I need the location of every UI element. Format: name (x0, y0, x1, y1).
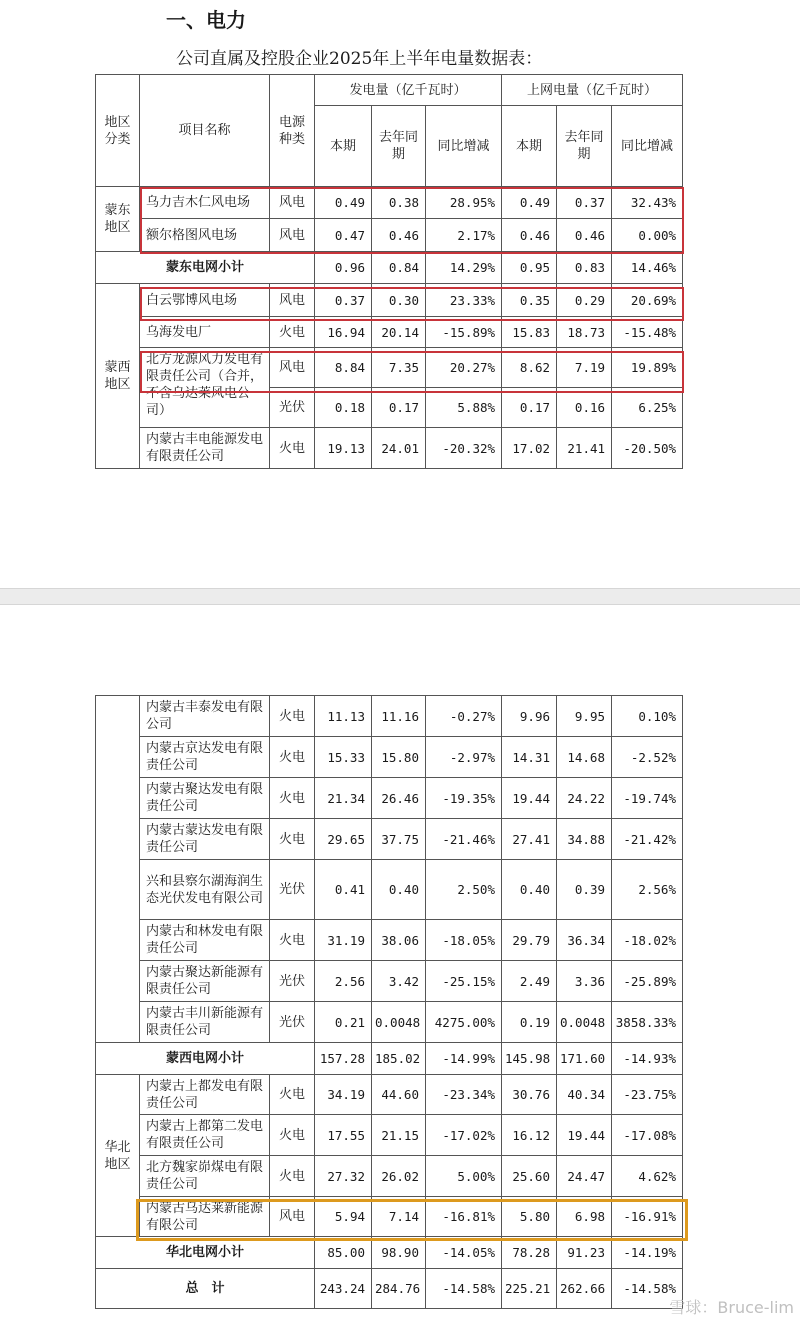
table-row (96, 348, 683, 388)
gen-current: 2.56 (315, 961, 372, 1002)
gen-last-year: 0.46 (372, 219, 426, 252)
project-name: 乌力吉木仁风电场 (140, 187, 270, 219)
grid-current: 0.19 (502, 1002, 557, 1043)
grid-last-year: 24.47 (557, 1156, 612, 1197)
gen-last-year: 0.30 (372, 284, 426, 317)
gen-yoy: -18.05% (426, 920, 502, 961)
power-data-table-part-1 (95, 74, 683, 469)
grid-last-year: 6.98 (557, 1197, 612, 1237)
gen-current: 34.19 (315, 1075, 372, 1115)
gen-last-year: 24.01 (372, 428, 426, 469)
table-row (96, 1115, 683, 1156)
power-type: 光伏 (270, 961, 315, 1002)
grid-last-year: 0.39 (557, 860, 612, 920)
grid-current: 17.02 (502, 428, 557, 469)
document-page-2 (0, 604, 800, 1324)
header-project-name: 项目名称 (140, 75, 270, 187)
gen-last-year: 185.02 (372, 1043, 426, 1075)
project-name: 乌海发电厂 (140, 317, 270, 348)
gen-current: 0.49 (315, 187, 372, 219)
grid-last-year: 0.29 (557, 284, 612, 317)
table-row (96, 778, 683, 819)
document-page-1 (0, 0, 800, 589)
gen-yoy: -14.58% (426, 1269, 502, 1309)
gen-current: 31.19 (315, 920, 372, 961)
header-power-type: 电源种类 (270, 75, 315, 187)
gen-last-year: 0.40 (372, 860, 426, 920)
gen-yoy: 4275.00% (426, 1002, 502, 1043)
grid-current: 27.41 (502, 819, 557, 860)
table-row (96, 860, 683, 920)
gen-current: 85.00 (315, 1237, 372, 1269)
grid-last-year: 91.23 (557, 1237, 612, 1269)
subtotal-row (96, 1237, 683, 1269)
table-row (96, 920, 683, 961)
gen-yoy: -19.35% (426, 778, 502, 819)
grid-yoy: -14.19% (612, 1237, 683, 1269)
grid-yoy: 32.43% (612, 187, 683, 219)
grid-yoy: -17.08% (612, 1115, 683, 1156)
grid-current: 78.28 (502, 1237, 557, 1269)
power-type: 火电 (270, 1075, 315, 1115)
power-type: 火电 (270, 696, 315, 737)
project-name: 内蒙古聚达新能源有限责任公司 (140, 961, 270, 1002)
gen-last-year: 44.60 (372, 1075, 426, 1115)
power-type: 风电 (270, 219, 315, 252)
grid-current: 0.95 (502, 252, 557, 284)
table-row (96, 696, 683, 737)
table-caption: 公司直属及控股企业2025年上半年电量数据表： (176, 49, 543, 69)
table-row (96, 1156, 683, 1197)
project-name: 北方魏家峁煤电有限责任公司 (140, 1156, 270, 1197)
gen-yoy: -25.15% (426, 961, 502, 1002)
gen-yoy: -14.05% (426, 1237, 502, 1269)
gen-yoy: -0.27% (426, 696, 502, 737)
grid-yoy: -18.02% (612, 920, 683, 961)
gen-yoy: -17.02% (426, 1115, 502, 1156)
table-row (96, 284, 683, 317)
gen-yoy: 20.27% (426, 348, 502, 388)
grid-yoy: 20.69% (612, 284, 683, 317)
grid-last-year: 40.34 (557, 1075, 612, 1115)
header-gen-yoy: 同比增减 (426, 106, 502, 187)
grid-yoy: -16.91% (612, 1197, 683, 1237)
grid-current: 0.40 (502, 860, 557, 920)
grid-current: 29.79 (502, 920, 557, 961)
grid-current: 19.44 (502, 778, 557, 819)
project-name: 内蒙古和林发电有限责任公司 (140, 920, 270, 961)
grid-current: 0.49 (502, 187, 557, 219)
power-type: 风电 (270, 284, 315, 317)
grid-yoy: 0.00% (612, 219, 683, 252)
subtotal-label: 蒙东电网小计 (96, 252, 315, 284)
grid-yoy: 4.62% (612, 1156, 683, 1197)
grid-yoy: -19.74% (612, 778, 683, 819)
power-type: 风电 (270, 187, 315, 219)
grid-last-year: 0.46 (557, 219, 612, 252)
project-name: 白云鄂博风电场 (140, 284, 270, 317)
gen-yoy: -2.97% (426, 737, 502, 778)
grid-last-year: 0.83 (557, 252, 612, 284)
gen-last-year: 11.16 (372, 696, 426, 737)
grid-last-year: 18.73 (557, 317, 612, 348)
grid-current: 0.17 (502, 388, 557, 428)
region-cell: 蒙西地区 (96, 284, 140, 469)
grid-yoy: 2.56% (612, 860, 683, 920)
grid-last-year: 0.37 (557, 187, 612, 219)
power-type: 火电 (270, 920, 315, 961)
gen-current: 16.94 (315, 317, 372, 348)
gen-current: 0.96 (315, 252, 372, 284)
grid-yoy: -15.48% (612, 317, 683, 348)
header-gen-last-year: 去年同期 (372, 106, 426, 187)
gen-yoy: 5.00% (426, 1156, 502, 1197)
power-type: 火电 (270, 1115, 315, 1156)
power-data-table-part-2 (95, 695, 683, 1309)
grid-last-year: 34.88 (557, 819, 612, 860)
power-type: 风电 (270, 1197, 315, 1237)
grid-current: 5.80 (502, 1197, 557, 1237)
gen-current: 19.13 (315, 428, 372, 469)
subtotal-label: 蒙西电网小计 (96, 1043, 315, 1075)
region-cell: 蒙东地区 (96, 187, 140, 252)
header-region: 地区分类 (96, 75, 140, 187)
gen-yoy: 28.95% (426, 187, 502, 219)
grid-last-year: 3.36 (557, 961, 612, 1002)
gen-last-year: 0.17 (372, 388, 426, 428)
project-name: 内蒙古丰泰发电有限公司 (140, 696, 270, 737)
gen-last-year: 284.76 (372, 1269, 426, 1309)
subtotal-row (96, 252, 683, 284)
grid-yoy: -20.50% (612, 428, 683, 469)
gen-last-year: 26.02 (372, 1156, 426, 1197)
gen-current: 17.55 (315, 1115, 372, 1156)
grid-current: 25.60 (502, 1156, 557, 1197)
grid-yoy: -2.52% (612, 737, 683, 778)
grid-current: 9.96 (502, 696, 557, 737)
project-name: 兴和县察尔湖海润生态光伏发电有限公司 (140, 860, 270, 920)
gen-yoy: -21.46% (426, 819, 502, 860)
total-label: 总 计 (96, 1269, 315, 1309)
region-cell: 华北地区 (96, 1075, 140, 1237)
gen-yoy: 23.33% (426, 284, 502, 317)
gen-last-year: 98.90 (372, 1237, 426, 1269)
gen-current: 11.13 (315, 696, 372, 737)
power-type: 光伏 (270, 860, 315, 920)
grid-current: 145.98 (502, 1043, 557, 1075)
power-type: 火电 (270, 428, 315, 469)
power-type: 光伏 (270, 388, 315, 428)
project-name: 内蒙古京达发电有限责任公司 (140, 737, 270, 778)
table-row (96, 961, 683, 1002)
header-grid-supply: 上网电量（亿千瓦时） (502, 75, 683, 106)
region-cell-continued (96, 696, 140, 1043)
gen-last-year: 26.46 (372, 778, 426, 819)
gen-current: 21.34 (315, 778, 372, 819)
grid-last-year: 7.19 (557, 348, 612, 388)
power-type: 火电 (270, 819, 315, 860)
grid-last-year: 9.95 (557, 696, 612, 737)
grid-current: 16.12 (502, 1115, 557, 1156)
grid-current: 2.49 (502, 961, 557, 1002)
gen-current: 0.21 (315, 1002, 372, 1043)
gen-yoy: -14.99% (426, 1043, 502, 1075)
grid-last-year: 24.22 (557, 778, 612, 819)
project-name: 北方龙源风力发电有限责任公司（合并，不含乌达莱风电公司） (140, 348, 270, 428)
table-row (96, 819, 683, 860)
project-name: 内蒙古乌达莱新能源有限公司 (140, 1197, 270, 1237)
project-name: 内蒙古上都第二发电有限责任公司 (140, 1115, 270, 1156)
grid-current: 15.83 (502, 317, 557, 348)
grid-current: 0.35 (502, 284, 557, 317)
grid-yoy: -25.89% (612, 961, 683, 1002)
gen-yoy: 2.17% (426, 219, 502, 252)
subtotal-label: 华北电网小计 (96, 1237, 315, 1269)
table-row (96, 1197, 683, 1237)
project-name: 内蒙古丰电能源发电有限责任公司 (140, 428, 270, 469)
grid-last-year: 14.68 (557, 737, 612, 778)
table-row (96, 219, 683, 252)
grid-last-year: 19.44 (557, 1115, 612, 1156)
gen-last-year: 0.0048 (372, 1002, 426, 1043)
grid-last-year: 0.16 (557, 388, 612, 428)
gen-current: 243.24 (315, 1269, 372, 1309)
gen-yoy: 5.88% (426, 388, 502, 428)
gen-last-year: 0.84 (372, 252, 426, 284)
grid-last-year: 171.60 (557, 1043, 612, 1075)
gen-current: 0.47 (315, 219, 372, 252)
gen-last-year: 15.80 (372, 737, 426, 778)
project-name: 内蒙古丰川新能源有限责任公司 (140, 1002, 270, 1043)
gen-current: 8.84 (315, 348, 372, 388)
gen-current: 0.41 (315, 860, 372, 920)
grid-current: 14.31 (502, 737, 557, 778)
table-row (96, 737, 683, 778)
grid-yoy: 0.10% (612, 696, 683, 737)
gen-current: 15.33 (315, 737, 372, 778)
gen-current: 0.18 (315, 388, 372, 428)
header-gen-current: 本期 (315, 106, 372, 187)
gen-yoy: -23.34% (426, 1075, 502, 1115)
gen-yoy: -16.81% (426, 1197, 502, 1237)
gen-yoy: 14.29% (426, 252, 502, 284)
gen-last-year: 7.35 (372, 348, 426, 388)
grid-yoy: 19.89% (612, 348, 683, 388)
gen-last-year: 21.15 (372, 1115, 426, 1156)
project-name: 内蒙古蒙达发电有限责任公司 (140, 819, 270, 860)
power-type: 火电 (270, 1156, 315, 1197)
table-row (96, 1075, 683, 1115)
grid-current: 225.21 (502, 1269, 557, 1309)
gen-last-year: 20.14 (372, 317, 426, 348)
section-heading: 一、电力 (166, 8, 246, 32)
grid-yoy: -14.93% (612, 1043, 683, 1075)
grid-yoy: -23.75% (612, 1075, 683, 1115)
power-type: 光伏 (270, 1002, 315, 1043)
total-row (96, 1269, 683, 1309)
grid-yoy: -14.58% (612, 1269, 683, 1309)
grid-last-year: 21.41 (557, 428, 612, 469)
gen-yoy: -15.89% (426, 317, 502, 348)
gen-last-year: 37.75 (372, 819, 426, 860)
grid-last-year: 262.66 (557, 1269, 612, 1309)
gen-current: 157.28 (315, 1043, 372, 1075)
grid-yoy: 3858.33% (612, 1002, 683, 1043)
power-type: 风电 (270, 348, 315, 388)
project-name: 内蒙古聚达发电有限责任公司 (140, 778, 270, 819)
table-row (96, 317, 683, 348)
grid-current: 0.46 (502, 219, 557, 252)
gen-yoy: 2.50% (426, 860, 502, 920)
grid-current: 8.62 (502, 348, 557, 388)
gen-last-year: 38.06 (372, 920, 426, 961)
project-name: 额尔格图风电场 (140, 219, 270, 252)
power-type: 火电 (270, 317, 315, 348)
grid-current: 30.76 (502, 1075, 557, 1115)
power-type: 火电 (270, 737, 315, 778)
power-type: 火电 (270, 778, 315, 819)
gen-last-year: 0.38 (372, 187, 426, 219)
grid-last-year: 0.0048 (557, 1002, 612, 1043)
grid-yoy: 14.46% (612, 252, 683, 284)
table-row (96, 187, 683, 219)
gen-last-year: 3.42 (372, 961, 426, 1002)
gen-current: 29.65 (315, 819, 372, 860)
header-grid-current: 本期 (502, 106, 557, 187)
watermark: 雪球：Bruce-lim (669, 1298, 794, 1317)
subtotal-row (96, 1043, 683, 1075)
header-grid-last-year: 去年同期 (557, 106, 612, 187)
header-grid-yoy: 同比增减 (612, 106, 683, 187)
gen-yoy: -20.32% (426, 428, 502, 469)
gen-last-year: 7.14 (372, 1197, 426, 1237)
header-generation: 发电量（亿千瓦时） (315, 75, 502, 106)
grid-yoy: -21.42% (612, 819, 683, 860)
project-name: 内蒙古上都发电有限责任公司 (140, 1075, 270, 1115)
grid-yoy: 6.25% (612, 388, 683, 428)
gen-current: 5.94 (315, 1197, 372, 1237)
gen-current: 0.37 (315, 284, 372, 317)
grid-last-year: 36.34 (557, 920, 612, 961)
gen-current: 27.32 (315, 1156, 372, 1197)
table-row (96, 428, 683, 469)
table-row (96, 1002, 683, 1043)
